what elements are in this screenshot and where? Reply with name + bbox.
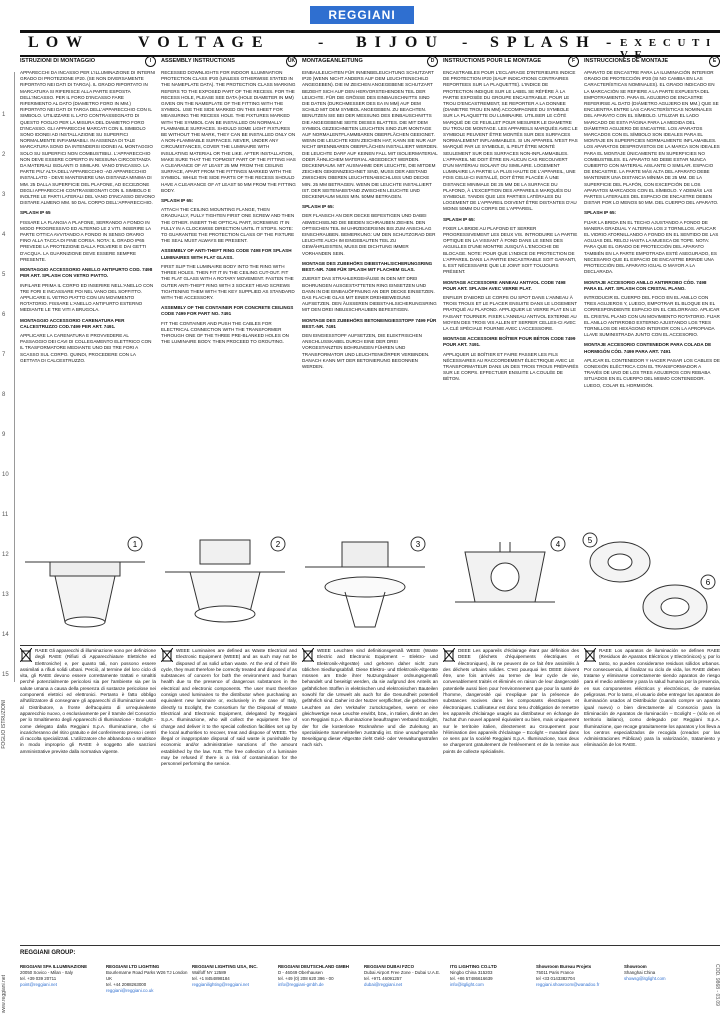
section-text: INFILARE PRIMA IL CORPO ED INSERIRE NELL'ANELLO CON TRE FORI E INCASSARE POI NEL VANO DEL SOFFITTO. APPLICARE IL VETRO PIATTO CON UN MOVIMENTO ROTATORIO. FISSARE L'ANELLO ANTIFURTO ESTERNO MEDIANTE LE TRE VITI A BRUGOLA. [20,282,154,313]
figure-4 [440,532,570,640]
ruler-tick: 3 [2,192,6,198]
crossed-bin-icon [161,648,173,662]
section-text: FIJAR LA BRIDA EN EL TECHO AJUSTANDO A FONDO DE MANERA GRADUAL Y ALTERNA LOS 2 TORNILLOS. APLICAR EL VIDRIO ATORNILLANDO A FONDO EN EL SENTIDO DE LAS AGUJAS DEL RELOJ HASTA LA MUESCA DE TOPE. NOTA: PARA QUE EL GRADO DE PROTECCIÓN DEL APARATO TAMBIÉN EN LA PARTE EMPOTRADA ESTÉ ASEGURADO, ES NECESARIO QUE EL ESPACIO DE ENCASTRE BRINDE UNA PROTECCIÓN DEL APARATO IGUAL O MAYOR A LA DECLARADA. [584,219,719,275]
title-word: - [606,34,614,51]
weee-english [161,648,297,938]
figure-2 [160,532,290,640]
column-heading: ISTRUZIONI DI MONTAGGIO [20,58,96,65]
weee-italian [20,648,156,938]
section-title: SPLASH IP 65: [161,198,194,204]
company-address: Dubai Airport Free Zone - Dubai U.A.E. [364,970,441,975]
ruler-tick: 5 [2,272,6,278]
brand-logo: REGGIANI [310,6,414,24]
company-entry [20,964,108,988]
ruler-tick: 2 [2,152,6,158]
company-entry [192,964,280,988]
intro-text: APPARECCHI DA INCASSO PER L'ILLUMINAZIONE DI INTERNI GRADO DI PROTEZIONE IP20. (SE NON DIVERSAMENTE RIPORTATO NEI DATI DI TARGA). IL GRADO RIPORTATO IN MARCATURA SI RIFERISCE ALLA PARTE ESPOSTA DELL'INCASSO. PER IL FORO D'INCASSO FARE RIFERIMENTO AL DATO (DIAMETRO FORO IN MM.) RIPORTATO NEI DATI DI TARGA DELL'APPARECCHIO CON IL SIMBOLO. UTILIZZARE IL LATO CONTRASSEGNATO DI QUESTO FOGLIO PER LA MISURA DEL DIAMETRO FORO D'INCASSO. GLI APPARECCHI MARCATI CON IL SIMBOLO SONO IDONEI AD INSTALLAZIONE SU SUPERFICI NORMALMENTE INFIAMMABILI. IN ASSENZA DI TALE MARCATURA SONO DA INTENDERSI IDONEI AL MONTAGGIO SOLO SU SUPERFICI NON COMBUSTIBILI. L'APPARECCHIO NON DEVE ESSERE COPERTO IN NESSUNA CIRCOSTANZA DA MATERIALI ISOLANTI O SIMILARI. VANO D'INCASSO. LA PARTE PIU' ALTA DELL'APPARECCHIO -AD APPARECCHIO INSTALLATO - DEVE MANTENERE UNA DISTANZA MINIMA DI MM. 25 DALLA SUPERFICIE DEL PLAFONE, AD ECCEZIONE DEGLI APPARECCHI CONTRASSEGNATI CON IL SIMBOLO E INOLTRE LE PARTI LATERALI DEL VANO D'INCASSO DEVONO DISTARE ALMENO MM. 50 DAL CORPO DELL'APPARECCHIO. [20,70,156,206]
ruler-tick: 8 [2,392,6,398]
company-name: REGGIANI LTD LIGHTING [106,964,160,969]
section-text: DER FLANSCH AN DER DECKE BEFESTIGEN UND DABEI ABWECHSELND DIE BEIDEN SCHRAUBEN ZIEHEN. DEN OPTISCHEN TEIL IM UHRZEIGERSINN BIS ZUM ANSCHLAG EINSCHRAUBEN. BEMERKUNG: UM DEN SCHUTZGRAD DER LEUCHTE AUCH IM EINGEBAUTEN TEIL ZU GEWÄHRLEISTEN, MUSS DIE DICHTUNG IMMER VORHANDEN SEIN. [302,213,436,256]
section-text: ENFILER D'ABORD LE CORPS OU SPOT DANS L'ANNEAU À TROIS TROUS ET LE PLACER ENSUITE DANS LE LOGEMENT PRATIQUÉ AU PLAFOND. APPLIQUER LE VERRE PLAT EN LE FAISANT TOURNER. FIXER L'ANNEAU ANTIVOL EXTERNE AU MOYEN DES TROIS VIS ALLEN ET SERRER CELLES-CI AVEC LA CLÉ SPÉCIALE FOURNIE AVEC L'ACCESSOIRE. [443,294,578,331]
company-phone: tel. +86 57486616639 [450,976,493,981]
section-title: MONTAGE DES ZUBEHÖRS DIEBSTAHLSICHERUNGSRING BEST.-NR. 7498 FÜR SPLASH MIT FLACHEM GLAS. [302,260,433,273]
figure-number: 1 [132,540,138,549]
crossed-bin-icon [584,648,596,662]
company-entry [536,964,624,988]
column-heading: INSTRUCTIONS POUR LE MONTAGE [443,58,542,65]
company-phone: tel. +49 (0) 208 620 396 - 00 [278,976,334,981]
ruler-tick: 14 [2,632,9,638]
column-heading: INSTRUCCIONES DE MONTAJE [584,58,669,65]
company-email[interactable]: info@itglight.com [450,982,484,987]
company-email[interactable]: reggianilighting@reggiani.net [192,982,249,987]
section-title: MONTAGE DES ZUBEHÖRS BETONEINGIESSTOPF 7499 FÜR BEST.-NR. 7491 [302,317,437,329]
figure-number: 3 [415,540,421,549]
document-code: COD. 9868 - 03.09 [714,964,720,1006]
section-title: MONTAGE ACCESSOIRE ANNEAU ANTIVOL CODE 7498 POUR ART. SPLASH AVEC VERRE PLAT. [443,279,566,291]
ruler-tick: 15 [2,672,9,678]
company-address: Bourlemarne Road Parks W26 TJ London UK [106,970,188,981]
language-badge: D [427,56,438,67]
company-phone: tel. +1 8454898184 [192,976,230,981]
intro-text: ENCASTRABLES POUR L'ECLAIRAGE D'INTERIEURS INDICE DE PROTECTION IP20 (SAUF INDICATIONS CONTRAIRES REPORTEES SUR LA PLAQUETTE). L'INDICE DE PROTECTION INDIQUE SUR LE LABEL SE RÉFÈRE À LA PARTIE EXPOSÉE DU GROUPE ENCASTRABLE. POUR LE TROU D'ENCASTREMENT, SE REPORTER A LA DONNEE (DIAMETRE TROU EN MM) ACCOMPAGNEE DU SYMBOLE SUR LA PLAQUETTE DU LUMINAIRE. UTILISER LE CÔTÉ MARQUÉ DE CE FEUILLET POUR MESURER LE DIAMETRE DU TROU DE MONTAGE. LES APPAREILS MARQUÉS AVEC LE SYMBOLE PEUVENT ÊTRE MONTÉS SUR DES SURFACES NORMALEMENT INFLAMMABLES. SI UN APPAREIL N'EST PAS MARQUÉ PAR LE SYMBOLE, IL PEUT ÊTRE MONTÉ SEULEMENT SUR DES SURFACES NON-INFLAMMABLES. L'APPAREIL NE DOIT ÊTRE EN AUCUN CAS RECOUVERT D'UN MATÉRIAU ISOLANT OU SIMILAIRE. LOGEMENT LUMINAIRE LA PARTIE LA PLUS HAUTE DE L'APPAREIL, UNE FOIS CELUI-CI INSTALLÉ, DOIT ÊTRE PLACÉE À UNE DISTANCE MINIMALE DE 25 MM DE LA SURFACE DU PLAFOND, À L'EXCEPTION DES APPAREILS MARQUÉS DU SYMBOLE. TANDIS QUE LES PARTIES LATÉRALES DU LOGEMENT DE L'APPAREIL DOIVENT ÊTRE DISTANTES D'AU MOINS 50MM DU CORPS DE L'APPAREIL. [443,70,578,212]
section-text: DEN EINGIESSTOPF AUFSETZEN, DIE ELEKTRISCHEN ANSCHLUSSKABEL DURCH EINE DER DREI VORGESTANZTEN BOHRUNGEN FÜHREN UND TRANSFORMATOR UND LEUCHTENKÖRPER VERBINDEN. DANACH KANN MIT DER BETONIERUNG BEGONNEN WERDEN. [302,332,430,369]
company-address: Ningbo China 315203 [450,970,493,975]
section-text: FIRST SLIP THE LUMINAIRE BODY INTO THE RING WITH THREE HOLES. THEN FIT IT IN THE CEILING CUT-OUT. FIT THE FLAT GLASS WITH A ROTARY MOVEMENT. FASTEN THE OUTER ANTI-THEFT RING WITH 3 SOCKET HEAD SCREWS TIGHTENING THEM WITH THE KEY SUPPLIED AS STANDARD WITH THE ACCESSORY. [161,263,295,300]
crossed-bin-icon [20,648,32,662]
column-heading: ASSEMBLY INSTRUCTIONS [161,58,235,65]
weee-text: RAEE Gli apparecchi di illuminazione sono per definizione degli RAEE (Rifiuti di Apparecchiature Elettriche ed Elettroniche) e, per quanto tali, non possono essere assimilati a rifiuti solidi urbani. Perciò, al termine del loro ciclo di vita, gli RAEE devono essere correttamente trattati e smaltiti perché potenzialmente pericolosi sia per l'ambiente sia per la salute umana a causa della presenza di sostanze pericolose nei componenti elettrici ed elettronici. Pertanto è fatto obbligo all'utilizzatore di consegnare gli apparecchi di illuminazione usati al Distributore, a fronte dell'acquisto di un'equivalente apparecchio nuovo, o esclusivamente per il tramite del Consorzio per lo Smaltimento degli Apparecchi di Illuminazione - Ecolight - come delegato dalla Reggiani S.p.A. Illuminazione, che si incaricheranno del ritiro gratuito e del conferimento presso i centri di raccolta specializzati. L'utilizzatore che abbandona o smaltisce in modo improprio gli RAEE è soggetto alle sanzioni amministrative previste dalla normativa vigente. [20,648,156,754]
ruler-tick: 10 [2,472,9,478]
company-name: ITG LIGHTING CO.LTD [450,964,497,969]
language-badge: E [709,56,720,67]
title-word: E X E C U T I V E [620,37,713,61]
ruler-tick: 13 [2,592,9,598]
section-text: FIXER LA BRIDE AU PLAFOND ET SERRER PROGRESSIVEMENT LES DEUX VIS. INTRODUIRE LA PARTIE OPTIQUE EN LA VISSANT À FOND DANS LE SENS DES AIGUILLES D'UNE MONTRE JUSQU'À L'ENCOCHE DE BLOCAGE. NOTE: POUR QUE L'INDICE DE PROTECTION DE L'APPAREIL DANS LA PARTIE ENCASTRABLE SOIT GARANTI, IL EST NÉCESSAIRE QUE LE JOINT SOIT TOUJOURS PRÉSENT. [443,225,578,275]
divider [20,645,720,646]
section-title: ASSEMBLY OF ANTI-THEFT RING CODE 7498 FOR SPLASH LUMINAIRES WITH FLAT GLASS. [161,248,292,260]
section-text: APPLICARE LA CARENATURA E PROVVEDERE AL PASSAGGIO DEI CAVI DI COLLEGAMENTO ELETTRICO CON IL TRASFORMATORE MEDIANTE UNO DEI TRE FORI A SCASSO SUL CORPO. QUINDI, PROCEDERE CON LA GETTATA DI CALCESTRUZZO. [20,332,152,363]
section-text: FISSARE LA FLANGIA A PLAFONE, SERRANDO A FONDO IN MODO PROGRESSIVO ED ALTERNO LE 2 VITI. INSERIRE LA PARTE OTTICA AVVITANDO A FONDO IN SENSO ORARIO FINO ALLA TACCA DI FINE CORSA. NOTA: IL GRADO IP65 PREVEDE LA PROTEZIONE DALLA POLVERE E DAI GETTI D'ACQUA. LA GUARNIZIONE DEVE ESSERE SEMPRE PRESENTE. [20,219,151,262]
company-name: REGGIANI DEUTSCHLAND GMBH [278,964,349,969]
intro-text: EINBAULEUCHTEN FÜR INNENBELEUCHTUNG SCHUTZART IP20 (WENN NICHT ANDERS AUF DEM LEUCHTENSCHILD ANGEGEBEN). DIE IM ZEICHEN ANGEGEBENE SCHUTZART BEZIEHT SICH AUF DEN HERVORSTEHENDEN TEIL DER LEUCHTE. FÜR DIE GRÖSSE DES EINBAUSCHNITTS SIND DIE DATEN (DURCHMESSER DES EA IN MM) AUF DEM SCHILD MIT DEM SYMBOL ANGEGEBEN. ZU BEACHTEN. BENUTZEN SIE BEI DER MESSUNG DES EINBAUSCHNITTS DIE ANGEGEBENE SEITE DIESES BLATTES. DIE MIT DEM SYMBOL GEZEICHNETEN LEUCHTEN SIND ZUR MONTAGE AUF NORMALENTFLAMMBAREN OBERFLÄCHEN GEEIGNET. WENN DIE LEUCHTE KEIN ZEICHEN HAT, KANN SIE NUR AUF NICHT BRENNBAREN OBERFLÄCHEN INSTALLIERT WERDEN. DIE LEUCHTE DARF AUF KEINEN FALL MIT ISOLIERMATERIAL ODER ÄHNLICHEM MATERIAL ABGEDECKT WERDEN. DECKENRAUM. MIT AUSNAHME DER LEUCHTE, DIE MITDEM ZEICHEN GEKENNZEICHNET SIND, MUSS DER ABSTAND ZWISCHEN OBEREN LEUCHTENABSCHLUSS UND DECKE MIN. 25 MM BETRAGEN. WENN DIE LEUCHTE INSTALLIERT IST. DER SEITENABSTAND ZWISCHEN LEUCHTE UND DECKENRAUM MUSS MIN. 50MM BETRAGEN. [302,70,438,200]
section-text: ZUERST DAS STRAHLERGEHÄUSE IN DEN MIT DREI BOHRUNGEN AUSGESTATTETEN RING EINSETZEN UND DANN IN DIE EINBAUÖFFNUNG AN DER DECKE EINSETZEN. DAS FLACHE GLAS MIT EINER DREHBEWEGUNG AUFSETZEN. DEN ÄUSSEREN DIEBSTAHLSICHERUNGSRING MIT DEN DREI INBUSSCHRAUBEN BEFESTIGEN. [302,276,437,313]
company-name: Showroom Bureau Projets [536,964,592,969]
title-word: - [318,34,326,51]
figure-5-6 [580,532,720,640]
company-address: 20050 Sovico - Milan - Italy [20,970,73,975]
language-badge: F [568,56,579,67]
section-text: APPLIQUER LE BOÎTIER ET FAIRE PASSER LES FILS NÉCESSAIRES AU RACCORDEMENT ÉLECTRIQUE AVEC LE TRANSFORMATEUR DANS UN DES TROIS TROUS PRÉPARÉS SUR LE CORPS. EFFECTUER ENSUITE LA COULÉE DE BÉTON. [443,351,579,382]
section-text: INTRODUCIR EL CUERPO DEL FOCO EN EL ANILLO CON TRES AGUJEROS Y, LUEGO, EMPOTRAR EL BLOQUE EN EL CORRESPONDIENTE ESPACIO EN EL CIELORRASO. APLICAR EL CRISTAL PLANO CON UN MOVIMIENTO ROTATORIO. FIJAR EL ANILLO ANTIRROBO EXTERNO AJUSTANDO LOS TRES TORNILLOS DE HEXÁGONO INTERIOR CON LA APROPIADA LLAVE SUMINISTRADA JUNTO CON EL ACCESORIO. [584,294,720,338]
weee-french [443,648,579,938]
company-entry [278,964,366,988]
figure-number: 5 [587,536,593,545]
section-title: SPLASH IP 65 [20,210,51,216]
section-text: ATTACH THE CEILING MOUNTING FLANGE, THEN GRADUALLY, FULLY TIGHTEN FIRST ONE SCREW AND THEN THE OTHER. INSERT THE OPTICAL PART, SCREWING IT IN FULLY IN A CLOCKWISE DIRECTION UNTIL IT STOPS. NOTE: TO GUARANTEE THE PROTECTION CLASS OF THE FIXTURE THE SEAL MUST ALWAYS BE PRESENT. [161,207,295,244]
company-entry [106,964,194,994]
section-title: ASSEMBLY OF THE CONTAINER FOR CONCRETE CEILINGS CODE 7499 FOR PART NO. 7491 [161,305,294,317]
section-text: FIT THE CONTAINER AND PUSH THE CABLES FOR ELECTRICAL CONNECTION WITH THE TRANSFORMER THROUGH ONE OF THE THREE PRE-BLANKED HOLES ON THE LUMINAIRE BODY. THEN PROCEED TO GROUTING. [161,320,289,345]
company-address: 75011 Paris France [536,970,574,975]
title-word: L O W [28,34,84,51]
section-title: MONTAGGIO ACCESSORIO CARENATURA PER CALCESTRUZZO COD.7499 PER ART. 7491. [20,317,125,329]
company-address: D - 46049 Oberhausen [278,970,323,975]
language-badge: I [145,56,156,67]
website-label: www.reggiani.net [1,975,7,1014]
company-email[interactable]: dubai@reggiani.net [364,982,403,987]
section-title: MONTAGGIO ACCESSORIO ANELLO ANTIFURTO COD. 7498 PER ART. SPLASH CON VETRO PIATTO. [20,267,153,279]
title-word: - [462,34,470,51]
company-phone: tel +33 0143382704 [536,976,575,981]
weee-german [302,648,438,938]
crossed-bin-icon [302,648,314,662]
company-phone: tel. +971 46091257 [364,976,402,981]
figure-number: 4 [555,540,561,549]
ruler-tick: 1 [2,112,6,118]
section-title: MONTAJE ACCESORIO CONTENEDOR PARA COLADA DE HORMIGÓN CÓD. 7499 PARA ART. 7491 [584,342,712,354]
ruler-tick: 11 [2,512,9,518]
section-title: MONTAGE ACCESSOIRE BOÎTIER POUR BÉTON CODE 7499 POUR ART. 7491. [443,336,576,348]
title-word: B I J O U [356,34,439,51]
section-text: APLICAR EL CONTENEDOR Y HACER PASAR LOS CABLES DE CONEXIÓN ELÉCTRICA CON EL TRANSFORMADOR A TRAVÉS DE UNO DE LOS TRES AGUJEROS CON REBABA SITUADOS EN EL CUERPO DEL MISMO CONTENEDOR. LUEGO, COLAR EL HORMIGÓN. [584,357,720,388]
section-title: SPLASH IP 65: [584,210,617,216]
intro-text: APARATO DE ENCASTRE PARA LA ILUMINACIÓN INTERIOR GRADO DE PROTECCIÓN IP20 (SI NO CAMBIA EN LAS CARACTERÍSTICAS NOMINALES). EL GRADO INDICADO EN LA MARCACIÓN SE REFIERE A LA PARTE EXPUESTA DEL EMPOTRAMIENTO. PARA EL AGUJERO DE ENCASTRE REFERIRSE AL DATO (DIÁMETRO AGUJERO EN MM.) QUE SE ENCUENTRA ENTRE LAS CARACTERÍSTICAS NOMINALES DEL APARATO CON EL SÍMBOLO. UTILIZAR EL LADO MARCADO DE ESTA PÁGINA PARA LA MEDIDA DEL DIÁMETRO AGUJERO DE ENCASTRE. LOS APARATOS MARCADOS CON EL SÍMBOLO SON IDEALES PARA EL MONTAJE EN SUPERFICIES NORMALMENTE INFLAMABLES. LOS APARATOS DESPROVISTOS DE LA MARCA SON IDEALES PARA EL MONTAJE ÚNICAMENTE EN SUPERFICIES NO COMBUSTIBLES. EL APARATO NO DEBE ESTAR NUNCA CUBIERTO CON MATERIAL AISLANTE O SIMILAR. ESPACIO DE ENCASTRE. LA PARTE MÁS ALTA DEL APARATO DEBE MANTENER UNA DISTANCIA MÍNIMA DE 25 MM. DE LA SUPERFICIE DEL PLAFÓN, CON EXCEPCIÓN DE LOS APARATOS MARCADOS CON EL SÍMBOLO. Y ADEMÁS LAS PARTES LATERALES DEL ESPACIO DE ENCASTRE DEBEN DISTAR POR LO MENOS 50 MM. DEL CUERPO DEL APARATO. [584,70,720,206]
weee-notices [20,648,720,938]
ruler-tick: 4 [2,232,6,238]
ruler-note: FOGLIO ISTRUZIONI [1,700,7,749]
measurement-ruler [2,72,15,682]
group-label: REGGIANI GROUP: [20,950,76,956]
company-footer [20,945,720,1016]
company-name: REGGIANI DUBAI FZCO [364,964,415,969]
company-email[interactable]: point@reggiani.net [20,982,57,987]
company-email[interactable]: reggiani@reggiani.co.uk [106,988,154,993]
section-title: MONTAJE ACCESORIO ANILLO ANTIRROBO CÓD. 7498 PARA EL ART. SPLASH CON CRISTAL PLANO. [584,279,707,291]
company-entry [450,964,538,988]
intro-text: RECESSED DOWNLIGHTS FOR INDOOR ILLUMINATION PROTECTION CLASS IP20 (UNLESS OTHERWISE STATED IN THE NAMEPLATE DATA). THE PROTECTION CLASS MARKING REFERS TO THE EXPOSED PART OF THE RECESS. FOR THE RECESS HOLE, PLEASE SEE DATA (HOLE DIAMETER IN MM) GIVEN ON THE NAMEPLATE OF THE FITTING WITH THE SYMBOL. USE THE SIDE MARKED ON THIS SHEET FOR MEASURING THE RECESS HOLE. THE FIXTURES MARKED WITH THE SYMBOL CAN BE INSTALLED ON NORMALLY FLAMMABLE SURFACES. SHOULD SOME LIGHT FIXTURES BE WITHOUT THE MARK, THEY CAN BE INSTALLED ONLY ON A NON-FLAMMABLE SURFACES. NEVER, UNDER ANY CIRCUMSTANCES, COVER THE LUMINAIRE WITH INSULATING MATERIAL OR THE LIKE. AFTER INSTALLATION, MAKE SURE THAT THE TOPMOST PART OF THE FITTING HAS A CLEARANCE OF AT LEAST 25 MM FROM THE CEILING SURFACE, APART FROM THE FITTINGS MARKED WITH THE SYMBOL. WHILE THE SIDE PARTS OF THE RECESS SHOULD HAVE A CLEARANCE OF AT LEAST 50 MM FROM THE FITTING BODY. [161,70,296,193]
section-title: SPLASH IP 65: [302,204,335,210]
company-phone: tel. +39 039 20711 [20,976,57,981]
assembly-figures [20,532,720,642]
figure-3 [300,532,430,640]
figure-number: 2 [275,540,281,549]
ruler-tick: 7 [2,352,6,358]
figure-1 [20,532,150,640]
company-name: Showroom [624,964,647,969]
company-email[interactable]: showsg@itglight.com [624,976,666,981]
company-entry [364,964,452,988]
company-name: REGGIANI LIGHTING USA, INC. [192,964,258,969]
company-address: Walfoff NY 12589 [192,970,227,975]
weee-text: WEEE Luminaires are defined as Waste Electrical and Electronic Equipment (WEEE) and as such may not be disposed of as solid urban waste. At the end of their life cycle, they must therefore be correctly treated and disposed of as substances of concern for both the environment and human health due to the presence of dangerous substances in the electrical and electronic components. The user must therefore consign used luminaires to the distributor when purchasing an equivalent new luminaire or, exclusively in the case of Italy, directly to Ecolight, the Consortium for the Disposal of Waste Electrical and Electronic Equipment, delegated by Reggiani S.p.A. Illuminazione, who will collect the equipment free of charge and deliver it to the special collection facilities set up by the local authorities to recover, treat and dispose of WEEE. The illegal or inappropriate disposal of said waste is punishable by economic and/or administrative sanctions of the amount established by the law. N.B. The free collection of a luminaire may be refused if there is a risk of contamination for the personnel performing the service. [161,648,297,767]
company-address: Shanghai China [624,970,656,975]
company-name: REGGIANI SPA ILLUMINAZIONE [20,964,88,969]
ruler-tick: 6 [2,312,6,318]
weee-spanish [584,648,720,938]
title-word: V O L T A G E [138,34,265,51]
company-email[interactable]: reggiani.showroom@wanadoo.fr [536,982,600,987]
language-badge: UK [286,56,297,67]
figure-number: 6 [705,578,711,587]
column-heading: MONTAGEANLEITUNG [302,58,363,65]
company-email[interactable]: info@reggiani-gmbh.de [278,982,324,987]
section-title: SPLASH IP 65: [443,216,476,222]
weee-text: RAEE Los aparatos de iluminación se definen RAEE (Residuos de Aparatos Eléctricos y Electrónicos) y, por lo tanto, no pueden considerarse residuos sólidos urbanos. Por consecuencia, al finalizar su ciclo de vida, los RAEE deben tratarse y eliminarse correctamente siendo aparatos de riesgo para el medio ambiente y para la salud humana por la presencia, en sus componentes eléctricos y electrónicos, de materias peligrosas. Por lo tanto, el usuario debe entregar los aparatos de iluminación usados al Distribuidor (cuando compre un aparato igual nuevo) o bien directamente al Consorcio para la Eliminación de Aparatos de Iluminación – Ecolight – (sólo en el territorio italiano), como delegado por Reggiani S.p.A. Illuminazione, que recoge gratuitamente los aparatos y los lleva a los centros especializados de recogida (creados por las Administraciones Públicas) para la valorización, tratamiento y eliminación de los RAEE. [584,648,720,748]
crossed-bin-icon [443,648,455,662]
ruler-tick: 12 [2,552,9,558]
company-entry [624,964,712,982]
weee-text: DEEE Les appareils d'éclairage étant par définition des DEEE (déchets d'équipements électriques et électroniques), ils ne peuvent de ce fait être assimilés à des déchets urbains solides. C'est pourquoi les DEEE doivent être, une fois arrivés au terme de leur cycle de vie, convenablement traités et éliminés en raison de leur dangerosité potentielle aussi bien pour l'environnement que pour la santé de l'homme, dangerosité qui s'explique par la présence de substances nocives dans les composants électriques et électroniques. L'utilisateur est donc tenu d'obligation de remettre les appareils d'éclairage usagés au distributeur en échange de l'achat d'un nouvel appareil équivalent ou bien, mais uniquement sur le territoire italien, directement au Groupement pour l'élimination des appareils d'éclairage – Ecolight – mandaté dans ce sens par la société Reggiani S.p.A. Illuminazione, tous deux se chargeront gratuitement de l'enlèvement et de la remise aux points de collecte spécialisés. [443,648,579,754]
weee-text: WEEE Leuchten sind definitionsgemäß WEEE (Waste Electric and Electronic Equipment – Elektro- und Elektronik-Altgeräte) und gehören daher nicht zum üblichen Siedlungsabfall. Diese Elektro- und Elektronik-Altgeräte müssen am Ende ihrer Nutzungsdauer ordnungsgemäß behandelt und beseitigt werden, da sie aufgrund des Anteils an gefährlichen Stoffen in elektrischen und elektronischen Bauteilen sowohl für die Umwelt als auch für die Gesundheit potentiell gefährlich sind. Daher ist der Nutzer verpflichtet, die gebrauchten Leuchten an den Verkäufer zurückzugeben, wenn er eine gleichwertige neue Leuchte erwirbt, bzw., in Italien, direkt an den von Reggiani S.p.A. Illuminazione beauftragten Verband Ecolight, der für die kostenlose Rücknahme und die Zuleitung an spezialisierte Sammelstellen zuständig ist. Eine unsachgemäße Beseitigung dieser Altgeräte zieht Geld- oder Verwaltungsstrafen nach sich. [302,648,438,748]
title-word: S P L A S H [490,34,591,51]
company-phone: tel. +44 2088263000 [106,982,147,987]
ruler-tick: 9 [2,432,6,438]
